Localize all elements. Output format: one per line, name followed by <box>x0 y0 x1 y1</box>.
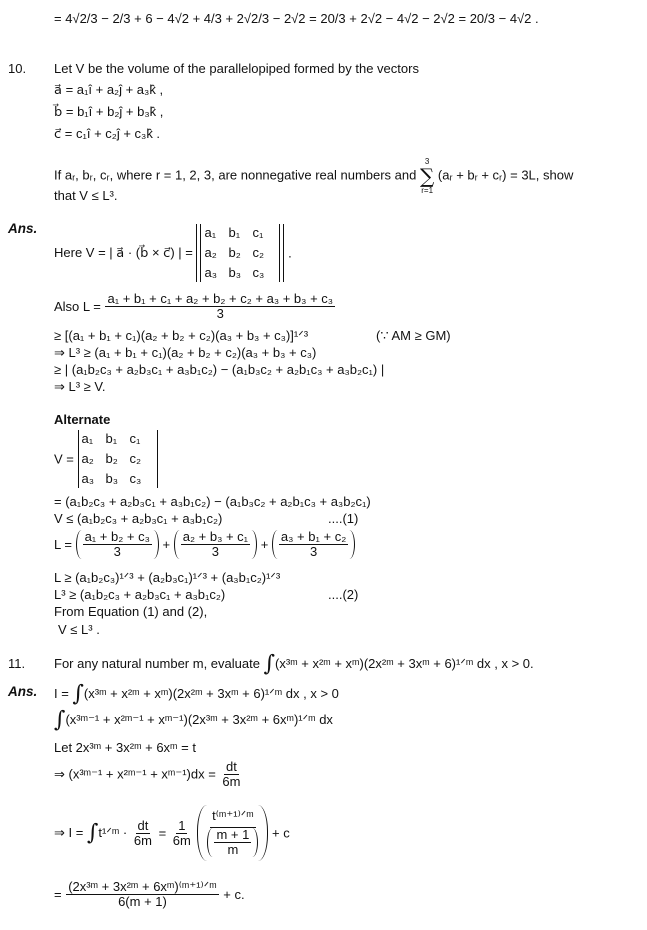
l-fraction <box>105 292 335 321</box>
here-v-text: Here V = | a⃗ · (b⃗ × c⃗) | = <box>54 245 193 260</box>
q10-condition <box>54 157 573 195</box>
q11-integrand: (x³ᵐ + x²ᵐ + xᵐ)(2x²ᵐ + 3xᵐ + 6)¹ᐟᵐ dx , x > 0. <box>275 656 534 671</box>
final-numerator: (2x³ᵐ + 3x²ᵐ + 6xᵐ)⁽ᵐ⁺¹⁾ᐟᵐ <box>68 879 217 894</box>
equals-sign: = <box>158 825 167 841</box>
ans10-step2: ⇒ L³ ≥ (a₁ + b₁ + c₁)(a₂ + b₂ + c₂)(a₃ + b₃ + c₃) <box>54 345 317 360</box>
ans10-alt4: L³ ≥ (a₁b₂c₃ + a₂b₃c₁ + a₃b₁c₂) <box>54 587 226 602</box>
v-eq-text: V = <box>54 451 74 467</box>
l-denominator: 3 <box>216 306 224 321</box>
question-number-10: 10. <box>8 61 27 76</box>
ans10-alt5: From Equation (1) and (2), <box>54 604 208 619</box>
6m-den: 6m <box>172 832 191 848</box>
question-number-11: 11. <box>8 656 26 671</box>
matrix-cell: c₃ <box>252 265 265 280</box>
l-eq-text: L = <box>54 537 72 552</box>
top-equation: = 4√2/3 − 2/3 + 6 − 4√2 + 4/3 + 2√2/3 − 2√2 = 20/3 + 2√2 − 4√2 − 2√2 = 20/3 − 4√2 . <box>54 11 539 26</box>
alt-determinant-matrix <box>78 430 158 488</box>
t-power-numerator: t⁽ᵐ⁺¹⁾ᐟᵐ <box>210 809 256 828</box>
frac-2-num: a₂ + b₃ + c₁ <box>182 529 249 544</box>
q11-text-line <box>54 652 534 677</box>
q10-condition-a: If aᵣ, bᵣ, cᵣ, where r = 1, 2, 3, are nonnegative real numbers and <box>54 167 417 183</box>
also-l-text: Also L = <box>54 299 101 314</box>
one-numerator: 1 <box>178 817 186 833</box>
dt-numerator-2: dt <box>137 817 149 833</box>
ans10-v-matrix <box>54 430 158 488</box>
matrix-cell: a₁ <box>81 431 94 446</box>
paren-group-1 <box>76 530 159 559</box>
l-numerator: a₁ + b₁ + c₁ + a₂ + b₂ + c₂ + a₃ + b₃ + c₃ <box>107 291 334 306</box>
ans11-line6 <box>54 880 245 909</box>
ans11-l4-text: ⇒ (x³ᵐ⁻¹ + x²ᵐ⁻¹ + xᵐ⁻¹)dx = <box>54 766 216 782</box>
sum-upper: 3 <box>424 157 430 166</box>
ans11-l1-integrand: (x³ᵐ + x²ᵐ + xᵐ)(2x²ᵐ + 3xᵐ + 6)¹ᐟᵐ dx , x > 0 <box>83 686 339 701</box>
matrix-cell: a₃ <box>204 265 218 280</box>
6m-denominator: 6m <box>222 774 241 789</box>
integral-sign-icon: ∫ <box>263 651 276 677</box>
final-denominator: 6(m + 1) <box>118 894 167 909</box>
ans10-alt2: V ≤ (a₁b₂c₃ + a₂b₃c₁ + a₃b₁c₂) <box>54 511 223 526</box>
q10-vector-b: b⃗ = b₁î + b₂ĵ + b₃k̂ , <box>54 104 164 119</box>
equals-sign-2: = <box>54 887 62 902</box>
frac-1-den: 3 <box>113 544 121 559</box>
plus-c-final: + c. <box>223 887 245 902</box>
dt-6m-fraction-2 <box>132 819 154 848</box>
frac-1 <box>83 530 152 559</box>
determinant-abs <box>196 224 284 282</box>
matrix-cell: a₁ <box>204 225 217 240</box>
frac-3-den: 3 <box>309 544 318 559</box>
matrix-cell: a₃ <box>81 471 95 486</box>
one-over-6m <box>171 819 193 848</box>
ans10-step4: ⇒ L³ ≥ V. <box>54 379 106 394</box>
6m-denominator-2: 6m <box>133 832 152 848</box>
top-equation-line <box>54 11 539 27</box>
m-den: m <box>227 842 239 857</box>
ans10-also-l <box>54 292 336 321</box>
ans11-line1 <box>54 682 339 707</box>
frac-2 <box>181 530 250 559</box>
q10-condition-c: that V ≤ L³. <box>54 188 118 203</box>
ans11-l5-t: t¹ᐟᵐ · <box>98 825 128 840</box>
frac-3 <box>279 530 348 559</box>
answer-label-11: Ans. <box>8 684 38 699</box>
matrix-cell: b₂ <box>105 451 118 466</box>
matrix-cell: c₂ <box>129 451 142 466</box>
q10-vector-c: c⃗ = c₁î + c₂ĵ + c₃k̂ . <box>54 126 161 141</box>
t-power-fraction <box>205 809 260 857</box>
frac-1-num: a₁ + b₂ + c₃ <box>84 529 150 544</box>
matrix-cell: b₂ <box>228 245 241 260</box>
plus-c: + c <box>271 825 290 841</box>
matrix-cell: c₁ <box>252 225 264 240</box>
ans10-alt4-tag: ....(2) <box>328 587 359 602</box>
paren-group-2 <box>174 530 257 559</box>
matrix-cell: b₁ <box>105 431 118 446</box>
m1-over-m <box>214 828 251 857</box>
sum-lower: r=1 <box>421 186 434 195</box>
dt-numerator: dt <box>226 759 237 774</box>
m-plus-1: m + 1 <box>216 827 250 842</box>
ans10-alt3: L ≥ (a₁b₂c₃)¹ᐟ³ + (a₂b₃c₁)¹ᐟ³ + (a₃b₁c₂)¹ᐟ³ <box>54 570 281 585</box>
ans11-line3: Let 2x³ᵐ + 3x²ᵐ + 6xᵐ = t <box>54 740 196 755</box>
summation-symbol <box>420 157 434 195</box>
inner-paren <box>207 828 258 857</box>
matrix-cell: c₁ <box>129 431 141 446</box>
frac-2-den: 3 <box>211 544 220 559</box>
matrix-cell: a₂ <box>204 245 217 260</box>
matrix-cell: b₃ <box>228 265 242 280</box>
q10-condition-b: (aᵣ + bᵣ + cᵣ) = 3L, show <box>437 167 574 183</box>
determinant-matrix <box>200 224 280 282</box>
integral-sign-icon: ∫ <box>86 820 99 846</box>
answer-label-10: Ans. <box>8 221 38 236</box>
ans10-l-sum: L = $\frac{\text{a₁ + b₂ + c₃}}{3}$ + $\frac{\text{a₂ + b₃ + c₁}}{3}$ + $\frac{\text{a₃ + b₁ + c₂}}{3}$ <box>54 530 355 559</box>
final-fraction <box>66 880 218 909</box>
paren-group-3 <box>272 530 355 559</box>
ans10-step3: ≥ | (a₁b₂c₃ + a₂b₃c₁ + a₃b₁c₂) − (a₁b₃c₂ + a₂b₁c₃ + a₃b₂c₁) | <box>54 362 385 377</box>
q10-vector-a: a⃗ = a₁î + a₂ĵ + a₃k̂ , <box>54 82 164 97</box>
matrix-cell: b₃ <box>105 471 119 486</box>
alternate-heading: Alternate <box>54 412 111 427</box>
integral-sign-icon: ∫ <box>54 707 66 733</box>
ans11-line5 <box>54 805 290 861</box>
matrix-cell: c₃ <box>129 471 142 486</box>
frac-3-num: a₃ + b₁ + c₂ <box>280 529 347 544</box>
sigma-icon: ∑ <box>420 164 435 188</box>
q10-intro: Let V be the volume of the parallelopiped formed by the vectors <box>54 61 419 76</box>
matrix-cell: c₂ <box>252 245 265 260</box>
ans11-l2-integrand: (x³ᵐ⁻¹ + x²ᵐ⁻¹ + xᵐ⁻¹)(2x³ᵐ + 3x²ᵐ + 6xᵐ)¹ᐟᵐ dx <box>65 712 333 727</box>
ans10-alt6: V ≤ L³ . <box>58 622 100 637</box>
q11-text: For any natural number m, evaluate <box>54 656 260 671</box>
ans10-alt2-tag: ....(1) <box>328 511 359 526</box>
ans10-step1-note: (∵ AM ≥ GM) <box>376 328 451 343</box>
matrix-cell: b₁ <box>228 225 241 240</box>
dt-6m-fraction <box>220 760 242 789</box>
big-paren-group <box>197 805 268 861</box>
ans11-line4 <box>54 760 243 789</box>
ans11-line2 <box>54 708 333 733</box>
ans10-step1: ≥ [(a₁ + b₁ + c₁)(a₂ + b₂ + c₂)(a₃ + b₃ + c₃)]¹ᐟ³ <box>54 328 309 343</box>
integral-sign-icon: ∫ <box>72 681 84 707</box>
ans11-l5-i: ⇒ I = <box>54 825 84 840</box>
matrix-cell: a₂ <box>81 451 94 466</box>
t-power-denominator <box>205 828 260 857</box>
ans10-alt1: = (a₁b₂c₃ + a₂b₃c₁ + a₃b₁c₂) − (a₁b₃c₂ + a₂b₁c₃ + a₃b₂c₁) <box>54 494 371 509</box>
ans10-here-v: Here V = | a⃗ · (b⃗ × c⃗) | = a₁ b₁ c₁ a₂ b₂ c₂ a₃ b₃ c₃ . <box>54 225 292 280</box>
ans11-i-eq: I = <box>54 686 69 701</box>
